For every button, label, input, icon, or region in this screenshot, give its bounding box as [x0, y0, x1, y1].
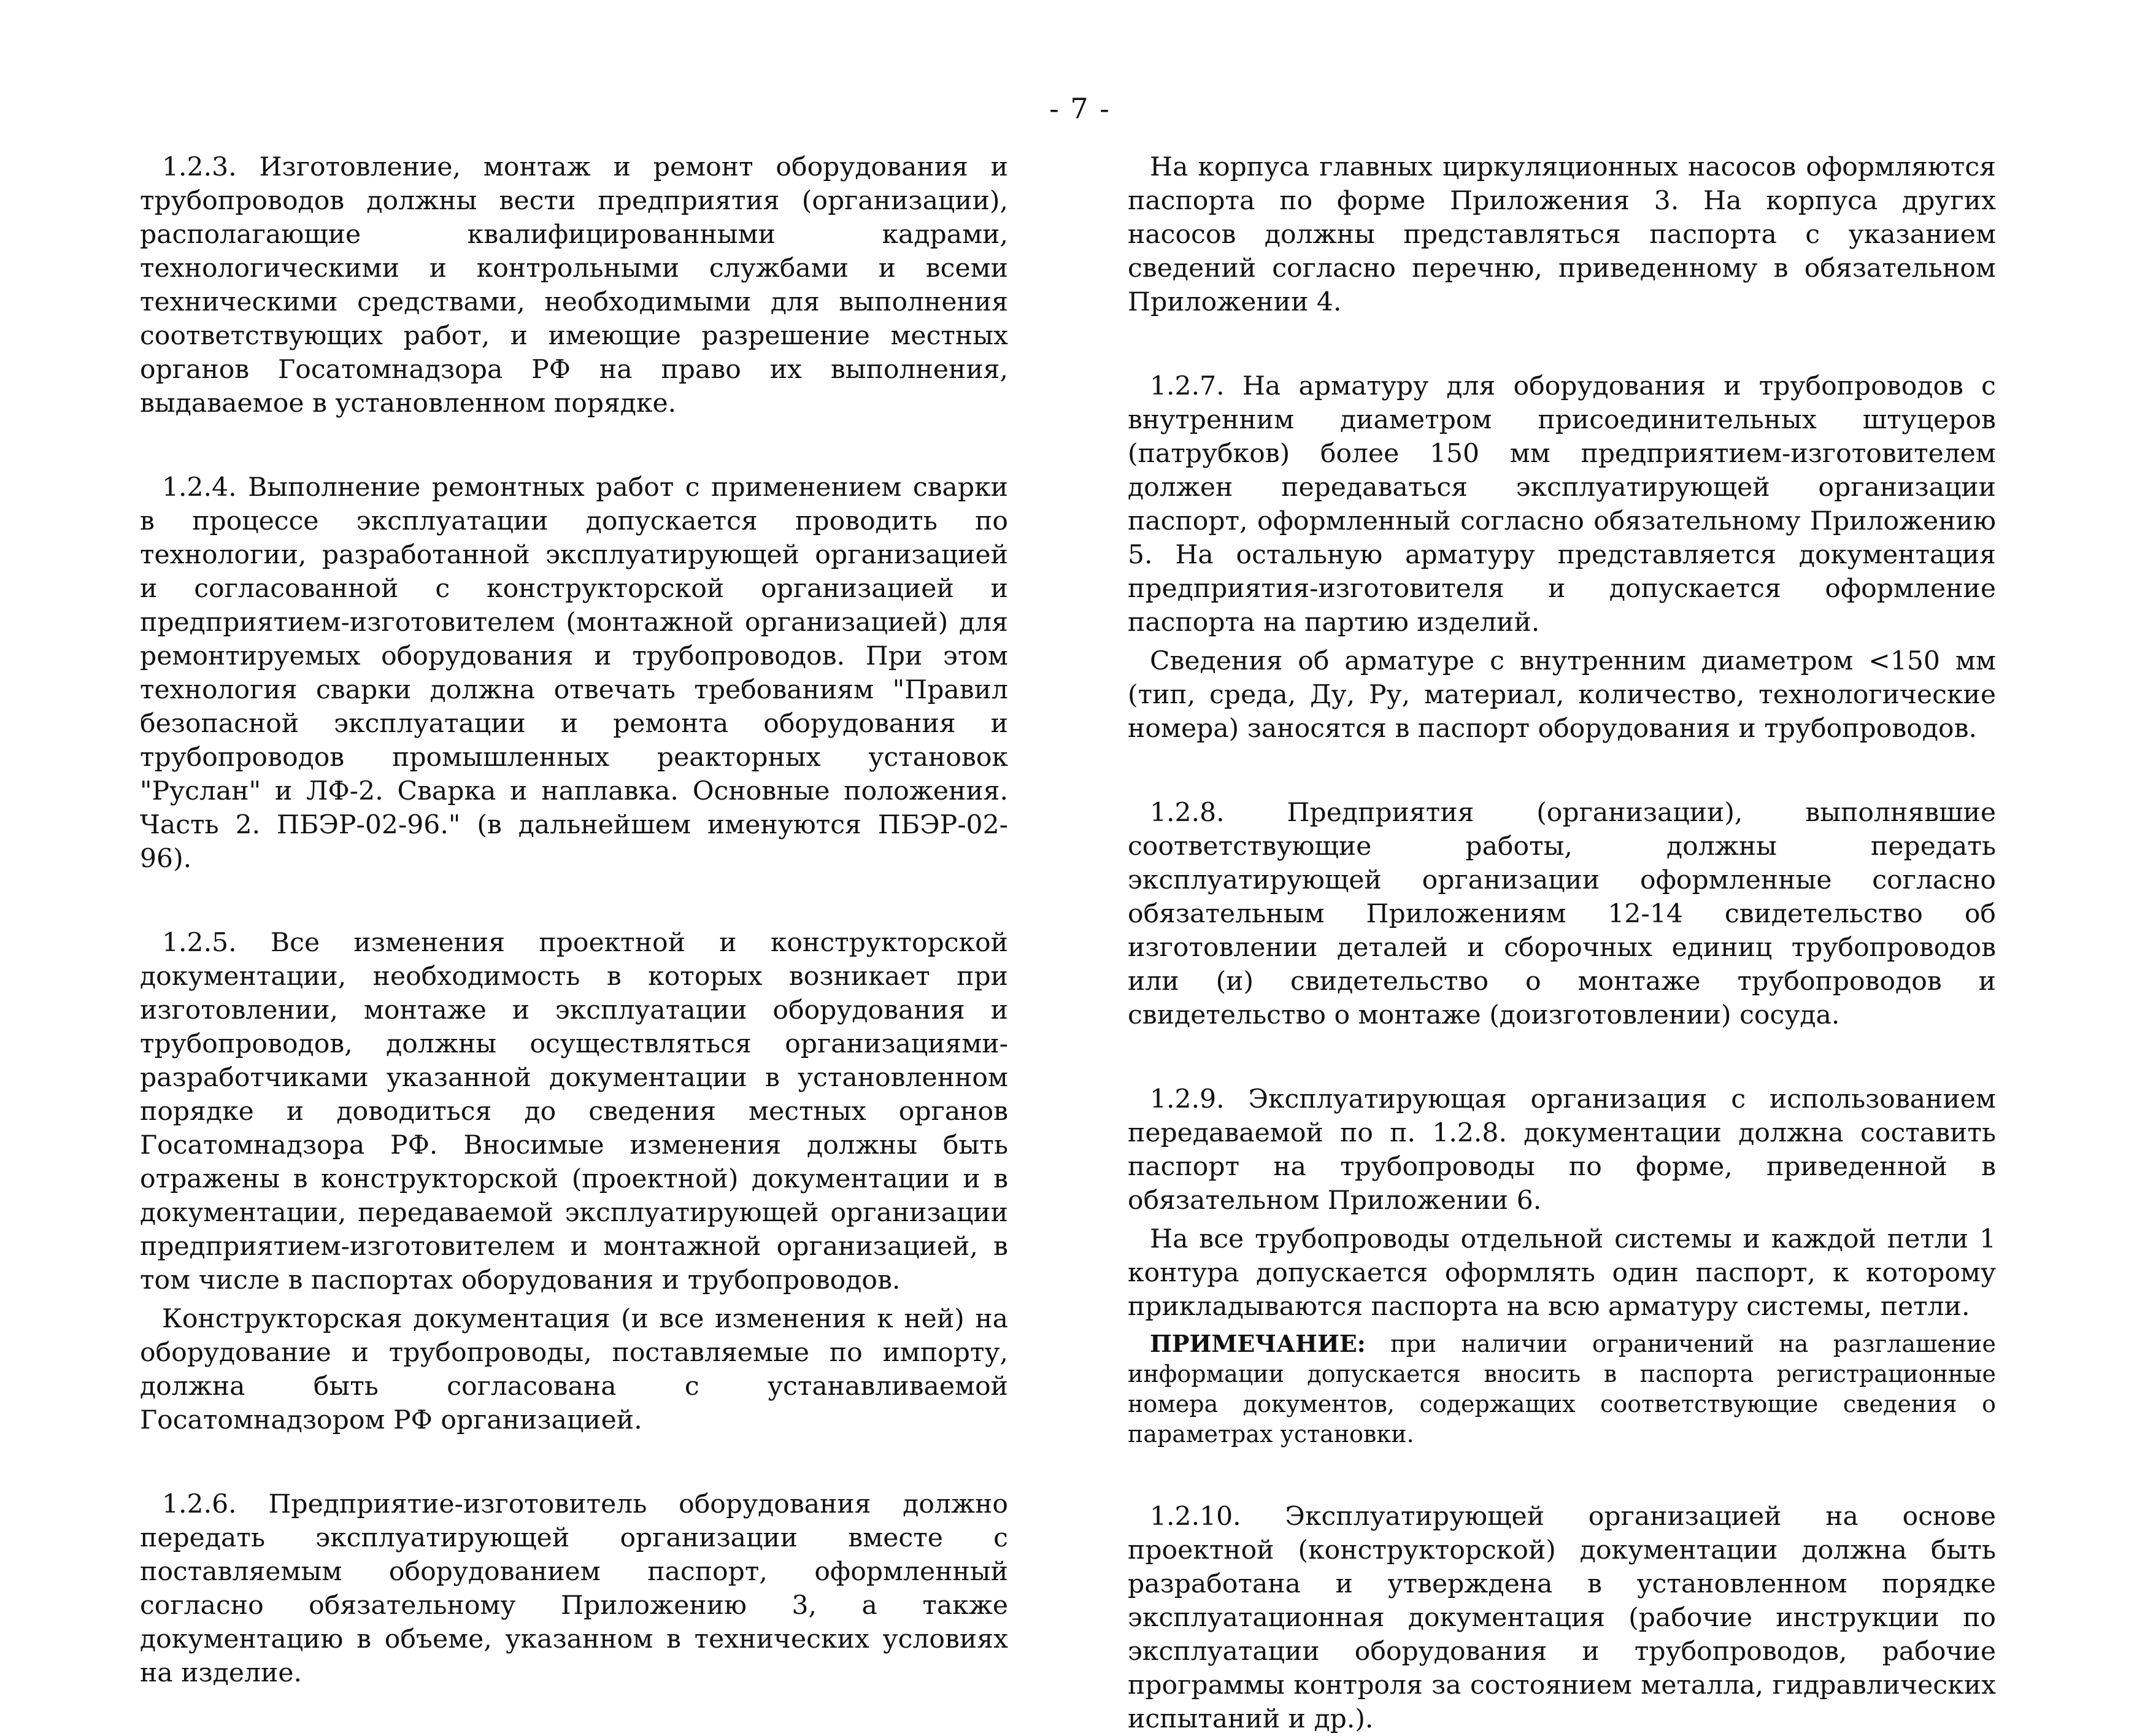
- paragraph-1-2-6-continued: На корпуса главных циркуляционных насосов оформляются паспорта по форме Приложения 3. На корпуса других насосов должны представляться паспорта с указанием сведений согласно перечню, приведенному в обязательном Приложении 4.: [1128, 152, 1996, 317]
- paragraph-1-2-10: 1.2.10. Эксплуатирующей организацией на основе проектной (конструкторской) документации должна быть разработана и утверждена в установленном порядке эксплуатационная документация (рабочие инструкции по эксплуатации оборудования и трубопроводов, рабочие программы контроля за состоянием металла, гидравлических испытаний и др.).: [1128, 1502, 1996, 1734]
- page-number: - 7 -: [1049, 92, 1111, 125]
- paragraph-1-2-5: 1.2.5. Все изменения проектной и конструкторской документации, необходимость в которых возникает при изготовлении, монтаже и эксплуатации оборудования и трубопроводов, должны осуществляться организациями-разработчиками указанной документации в установленном порядке и доводиться до сведения местных органов Госатомнадзора РФ. Вносимые изменения должны быть отражены в конструкторской (проектной) документации и в документации, передаваемой эксплуатирующей организации предприятием-изготовителем и монтажной организацией, в том числе в паспортах оборудования и трубопроводов.: [140, 928, 1008, 1295]
- paragraph-1-2-3: 1.2.3. Изготовление, монтаж и ремонт оборудования и трубопроводов должны вести предприятия (организации), располагающие квалифицированными кадрами, технологическими и контрольными службами и всеми техническими средствами, необходимыми для выполнения соответствующих работ, и имеющие разрешение местных органов Госатомнадзора РФ на право их выполнения, выдаваемое в установленном порядке.: [140, 152, 1008, 419]
- paragraph-1-2-5-continued: Конструкторская документация (и все изменения к ней) на оборудование и трубопроводы, поставляемые по импорту, должна быть согласована с устанавливаемой Госатомнадзором РФ организацией.: [140, 1304, 1008, 1435]
- paragraph-1-2-4: 1.2.4. Выполнение ремонтных работ с применением сварки в процессе эксплуатации допускается проводить по технологии, разработанной эксплуатирующей организацией и согласованной с конструкторской организацией и предприятием-изготовителем (монтажной организацией) для ремонтируемых оборудования и трубопроводов. При этом технология сварки должна отвечать требованиям "Правил безопасной эксплуатации и ремонта оборудования и трубопроводов промышленных реакторных установок "Руслан" и ЛФ-2. Сварка и наплавка. Основные положения. Часть 2. ПБЭР-02-96." (в дальнейшем именуются ПБЭР-02-96).: [140, 473, 1008, 874]
- left-column: [140, 150, 1008, 1690]
- paragraph-1-2-6: 1.2.6. Предприятие-изготовитель оборудования должно передать эксплуатирующей организации вместе с поставляемым оборудованием паспорт, оформленный согласно обязательному Приложению 3, а также документацию в объеме, указанном в технических условиях на изделие.: [140, 1489, 1008, 1688]
- paragraph-1-2-7-continued: Сведения об арматуре с внутренним диаметром <150 мм (тип, среда, Ду, Ру, материал, количество, технологические номера) заносятся в паспорт оборудования и трубопроводов.: [1128, 646, 1996, 744]
- paragraph-1-2-8: 1.2.8. Предприятия (организации), выполнявшие соответствующие работы, должны передать эксплуатирующей организации оформленные согласно обязательным Приложениям 12-14 свидетельство об изготовлении деталей и сборочных единиц трубопроводов или (и) свидетельство о монтаже трубопроводов и свидетельство о монтаже (доизготовлении) сосуда.: [1128, 798, 1996, 1030]
- right-column: [1128, 150, 1996, 1736]
- note-text: при наличии ограничений на разглашение информации допускается вносить в паспорта регистрационные номера документов, содержащих соответствующие сведения о параметрах установки.: [1128, 1330, 1996, 1448]
- paragraph-1-2-7: 1.2.7. На арматуру для оборудования и трубопроводов с внутренним диаметром присоединительных штуцеров (патрубков) более 150 мм предприятием-изготовителем должен передаваться эксплуатирующей организации паспорт, оформленный согласно обязательному Приложению 5. На остальную арматуру представляется документация предприятия-изготовителя и допускается оформление паспорта на партию изделий.: [1128, 371, 1996, 638]
- paragraph-1-2-9: 1.2.9. Эксплуатирующая организация с использованием передаваемой по п. 1.2.8. документации должна составить паспорт на трубопроводы по форме, приведенной в обязательном Приложении 6.: [1128, 1084, 1996, 1216]
- note-label: ПРИМЕЧАНИЕ:: [1150, 1330, 1366, 1357]
- note-paragraph: [1128, 1329, 1996, 1449]
- paragraph-1-2-9-continued: На все трубопроводы отдельной системы и каждой петли 1 контура допускается оформлять один паспорт, к которому прикладываются паспорта на всю арматуру системы, петли.: [1128, 1224, 1996, 1322]
